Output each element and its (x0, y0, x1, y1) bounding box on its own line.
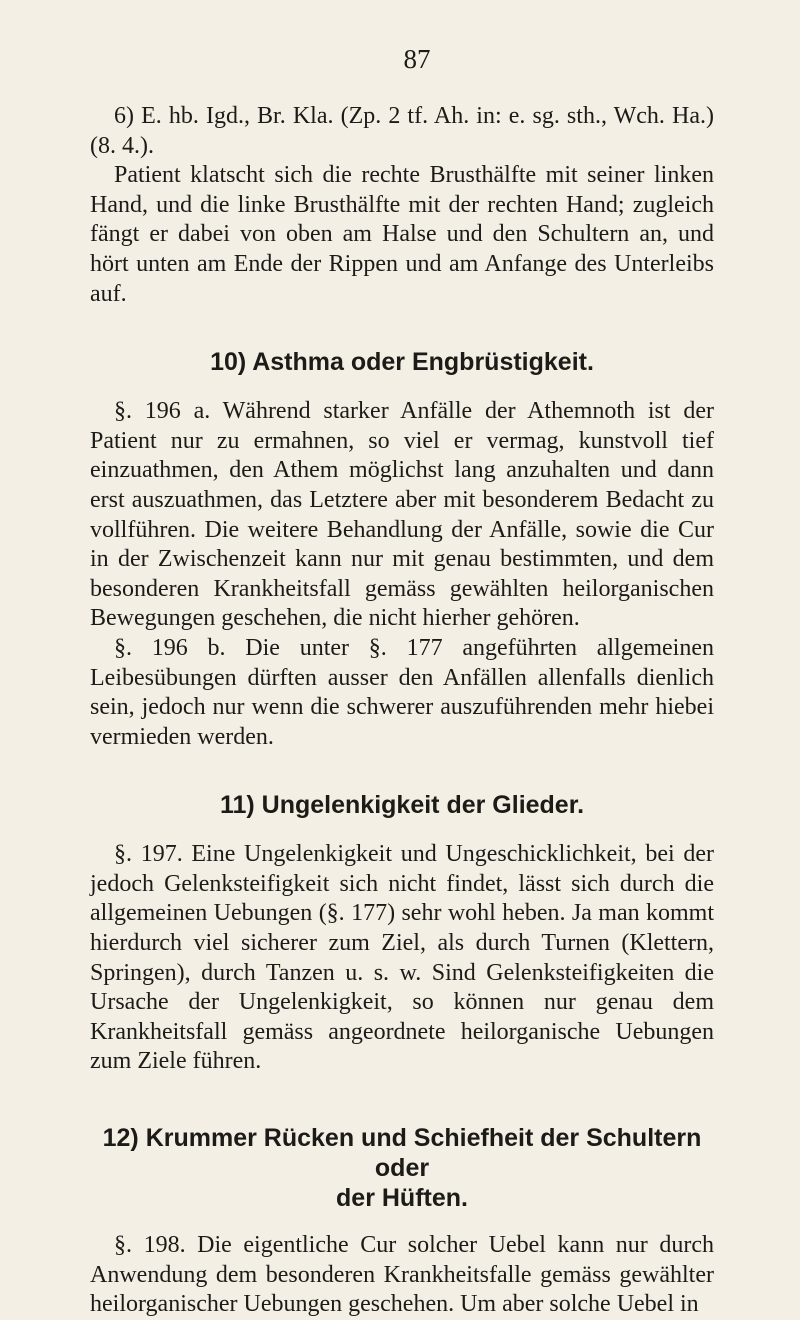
section-10-heading: 10) Asthma oder Engbrüstigkeit. (210, 348, 594, 377)
item-6-heading-line: 6) E. hb. Igd., Br. Kla. (Zp. 2 tf. Ah. in: e. sg. sth., Wch. Ha.) (8. 4.). (90, 103, 714, 159)
item-6-description: Patient klatscht sich die rechte Brusthälfte mit seiner linken Hand, und die linke Brusthälfte mit der rechten Hand; zugleich fängt er dabei von oben am Halse und den Schultern an, und hört unten am Ende der Rippen und am Anfange des Unterleibs auf. (90, 162, 714, 307)
paragraph-196a: §. 196 a. Während starker Anfälle der Athemnoth ist der Patient nur zu ermahnen, so viel er vermag, kunstvoll tief einzuathmen, den Athem möglichst lang anzuhalten und dann erst auszuathmen, das Letztere aber mit besonderem Bedacht zu vollführen. Die weitere Behandlung der Anfälle, sowie die Cur in der Zwischenzeit kann nur mit genau bestimmten, und dem besonderen Krankheitsfall gemäss gewählten heilorganischen Bewegungen geschehen, die nicht hierher gehören. (90, 398, 714, 632)
paragraph-197: §. 197. Eine Ungelenkigkeit und Ungeschicklichkeit, bei der jedoch Gelenksteifigkeit sich nicht findet, lässt sich durch die allgemeinen Uebungen (§. 177) sehr wohl heben. Ja man kommt hierdurch viel sicherer zum Ziel, als durch Turnen (Klettern, Springen), durch Tanzen u. s. w. Sind Gelenksteifigkeiten die Ursache der Ungelenkigkeit, so können nur genau dem Krankheitsfall gemäss angeordnete heilorganische Uebungen zum Ziele führen. (90, 841, 714, 1075)
section-12-heading (90, 1123, 714, 1213)
section-11-heading: 11) Ungelenkigkeit der Glieder. (219, 791, 585, 820)
paragraph-198: §. 198. Die eigentliche Cur solcher Uebel kann nur durch Anwendung dem besonderen Krankheitsfalle gemäss gewählter heilorganischer Uebungen geschehen. Um aber solche Uebel in (90, 1232, 714, 1318)
section-12-heading-line-1: 12) Krummer Rücken und Schiefheit der Schultern oder (102, 1124, 702, 1183)
page-number: 87 (403, 44, 431, 74)
section-12-heading-line-2: der Hüften. (336, 1184, 468, 1213)
paragraph-196b: §. 196 b. Die unter §. 177 angeführten allgemeinen Leibesübungen dürften ausser den Anfällen allenfalls dienlich sein, jedoch nur wenn die schwerer auszuführenden mehr hiebei vermieden werden. (90, 634, 714, 750)
